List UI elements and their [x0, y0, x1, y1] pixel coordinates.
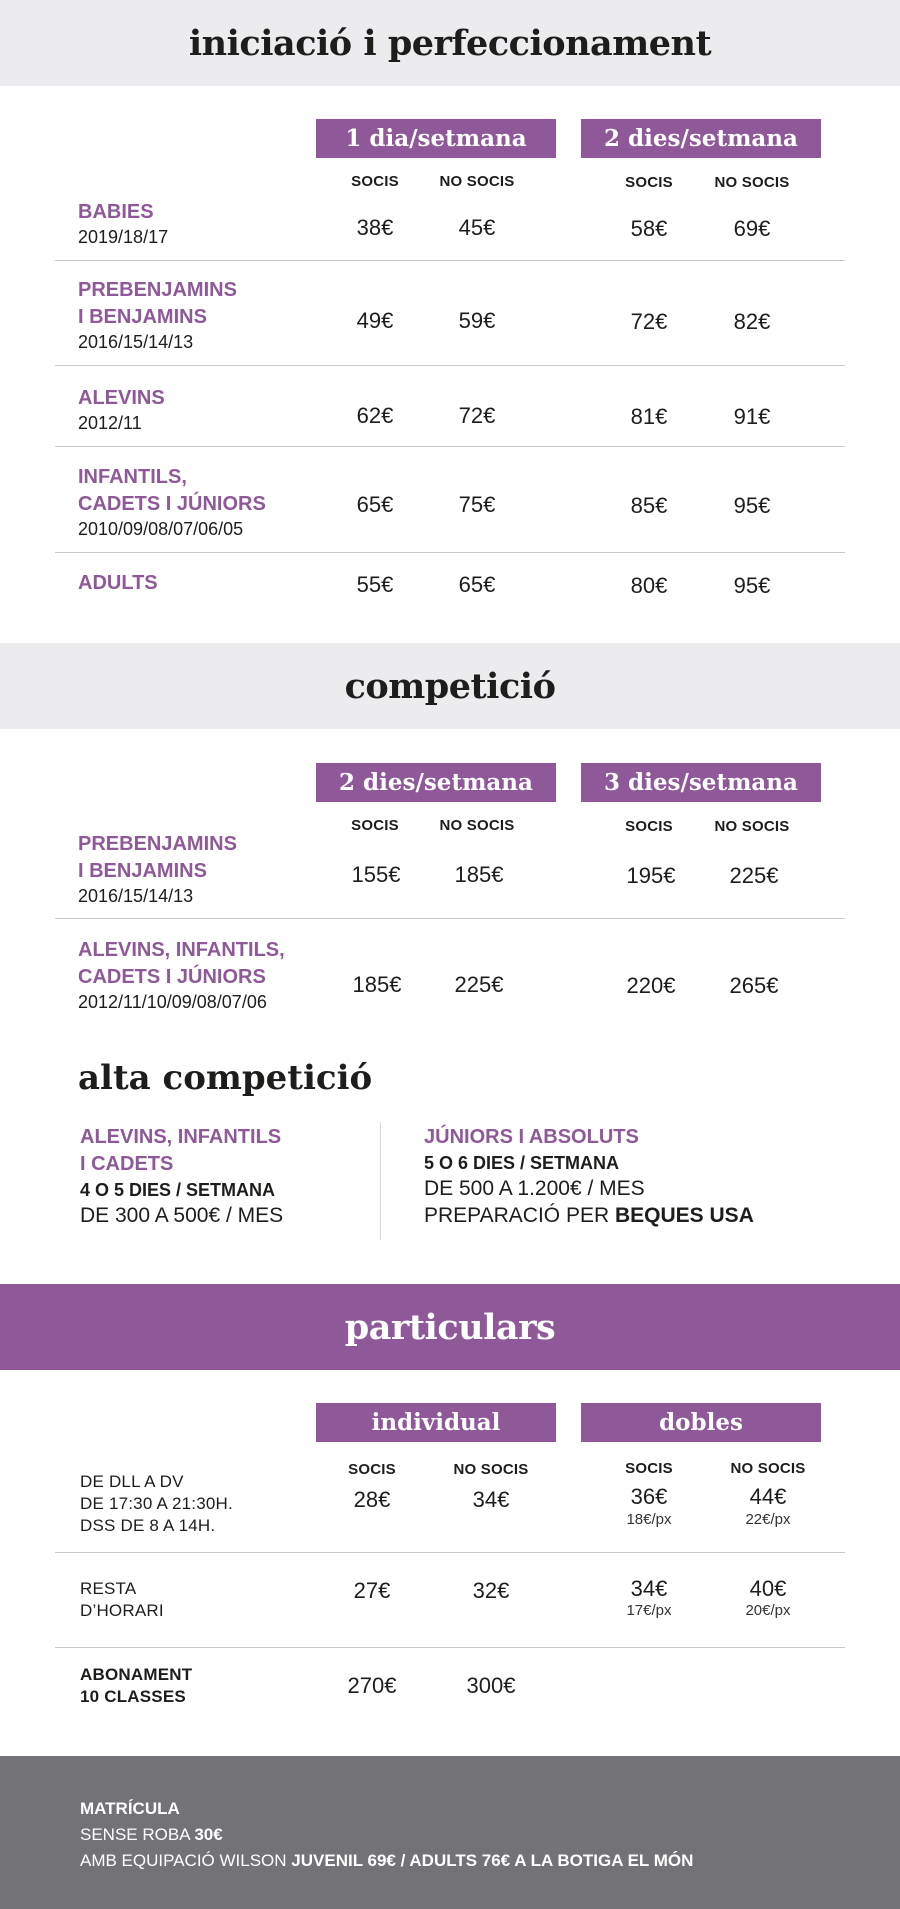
col-no-socis: NO SOCIS — [439, 817, 515, 834]
category-years: 2016/15/14/13 — [78, 332, 194, 352]
footer-line-2-prefix: SENSE ROBA — [80, 1825, 195, 1844]
footer-line-2-bold: 30€ — [194, 1825, 223, 1844]
row-divider — [55, 260, 845, 261]
particulars-row-resta — [80, 1578, 164, 1622]
schedule-line: DE DLL A DV — [80, 1472, 184, 1491]
section-title-competicio: competició — [344, 665, 556, 707]
alta-days: 5 O 6 DIES / SETMANA — [424, 1153, 620, 1173]
price-per-person: 18€/px — [626, 1511, 672, 1528]
category-years: 2010/09/08/07/06/05 — [78, 519, 244, 539]
section-band-particulars — [0, 1284, 900, 1370]
price-no-socis: 265€ — [729, 973, 779, 998]
schedule-line: DE 17:30 A 21:30H. — [80, 1494, 233, 1513]
category-name: ALEVINS, INFANTILS, — [78, 939, 285, 961]
price-no-socis: 59€ — [458, 308, 496, 333]
category-name-2: CADETS I JÚNIORS — [78, 493, 266, 515]
schedule-line: RESTA — [80, 1579, 137, 1598]
row-divider — [55, 365, 845, 366]
schedule-line: DSS DE 8 A 14H. — [80, 1516, 216, 1535]
section-band-iniciacio — [0, 0, 900, 86]
alta-category: ALEVINS, INFANTILS — [80, 1126, 282, 1148]
price-socis: 34€ — [630, 1576, 668, 1601]
column-header-2-days: 2 dies/setmana — [316, 763, 556, 802]
col-no-socis: NO SOCIS — [439, 173, 515, 190]
price-socis: 81€ — [630, 404, 668, 429]
category-name: ADULTS — [78, 572, 158, 594]
section-band-competicio — [0, 643, 900, 729]
price-socis: 49€ — [356, 308, 394, 333]
footer-matricula — [0, 1756, 900, 1909]
schedule-line: D’HORARI — [80, 1601, 164, 1620]
particulars-row-weekday — [80, 1471, 233, 1537]
price-no-socis: 300€ — [466, 1673, 516, 1698]
price-no-socis: 95€ — [733, 573, 771, 598]
price-socis: 270€ — [347, 1673, 397, 1698]
column-header-individual: individual — [316, 1403, 556, 1442]
category-name: INFANTILS, — [78, 466, 187, 488]
category-name-2: I BENJAMINS — [78, 860, 207, 882]
col-socis: SOCIS — [625, 818, 673, 835]
price-no-socis: 225€ — [729, 863, 779, 888]
footer-line-sense-roba — [80, 1822, 693, 1848]
category-alevins-competicio — [78, 937, 285, 1013]
category-name-2: CADETS I JÚNIORS — [78, 966, 266, 988]
price-no-socis: 185€ — [454, 862, 504, 887]
price-socis: 185€ — [352, 972, 402, 997]
col-socis: SOCIS — [625, 174, 673, 191]
price-no-socis: 75€ — [458, 492, 496, 517]
price-no-socis: 44€ — [749, 1484, 787, 1509]
section-title-alta-competicio: alta competició — [78, 1058, 373, 1098]
price-socis: 195€ — [626, 863, 676, 888]
alta-preparation-prefix: PREPARACIÓ PER — [424, 1204, 615, 1227]
col-no-socis: NO SOCIS — [453, 1461, 529, 1478]
price-per-person: 20€/px — [745, 1602, 791, 1619]
col-no-socis: NO SOCIS — [730, 1460, 806, 1477]
price-per-person: 17€/px — [626, 1602, 672, 1619]
price-no-socis: 45€ — [458, 215, 496, 240]
price-socis: 55€ — [356, 572, 394, 597]
section-title-particulars: particulars — [344, 1306, 556, 1348]
price-no-socis: 82€ — [733, 309, 771, 334]
row-divider — [55, 446, 845, 447]
price-socis: 62€ — [356, 403, 394, 428]
vertical-divider — [380, 1122, 381, 1240]
category-years: 2016/15/14/13 — [78, 886, 194, 906]
alta-price: DE 300 A 500€ / MES — [80, 1204, 284, 1227]
category-babies — [78, 199, 168, 248]
row-divider — [55, 918, 845, 919]
price-socis: 72€ — [630, 309, 668, 334]
column-header-2-days: 2 dies/setmana — [581, 119, 821, 158]
alta-price: DE 500 A 1.200€ / MES — [424, 1177, 645, 1200]
alta-preparation — [424, 1202, 754, 1229]
price-per-person: 22€/px — [745, 1511, 791, 1528]
price-socis: 65€ — [356, 492, 394, 517]
price-socis: 80€ — [630, 573, 668, 598]
category-years: 2012/11 — [78, 413, 142, 433]
price-no-socis: 65€ — [458, 572, 496, 597]
col-no-socis: NO SOCIS — [714, 174, 790, 191]
footer-line-3-prefix: AMB EQUIPACIÓ WILSON — [80, 1851, 292, 1870]
column-header-3-days: 3 dies/setmana — [581, 763, 821, 802]
category-infantils — [78, 464, 266, 540]
price-socis: 58€ — [630, 216, 668, 241]
category-name: BABIES — [78, 201, 154, 223]
alta-preparation-bold: BEQUES USA — [615, 1204, 754, 1227]
price-no-socis: 69€ — [733, 216, 771, 241]
category-years: 2019/18/17 — [78, 227, 169, 247]
col-socis: SOCIS — [351, 173, 399, 190]
footer-line-equipacio — [80, 1848, 693, 1874]
alta-category-2: I CADETS — [80, 1153, 174, 1175]
alta-left-block — [80, 1124, 283, 1229]
footer-title: MATRÍCULA — [80, 1799, 180, 1818]
category-prebenjamins-competicio — [78, 831, 237, 907]
category-adults — [78, 570, 158, 597]
column-header-1-day: 1 dia/setmana — [316, 119, 556, 158]
category-alevins — [78, 385, 165, 434]
price-no-socis: 40€ — [749, 1576, 787, 1601]
category-years: 2012/11/10/09/08/07/06 — [78, 992, 267, 1012]
abonament-line: ABONAMENT — [80, 1665, 193, 1684]
alta-days: 4 O 5 DIES / SETMANA — [80, 1180, 276, 1200]
alta-category: JÚNIORS I ABSOLUTS — [424, 1126, 639, 1148]
price-no-socis: 34€ — [472, 1487, 510, 1512]
price-socis: 28€ — [353, 1487, 391, 1512]
category-name: PREBENJAMINS — [78, 279, 237, 301]
row-divider — [55, 1647, 845, 1648]
col-socis: SOCIS — [625, 1460, 673, 1477]
price-socis: 220€ — [626, 973, 676, 998]
footer-lines — [80, 1796, 693, 1874]
price-socis: 36€ — [630, 1484, 668, 1509]
category-prebenjamins — [78, 277, 237, 353]
row-divider — [55, 1552, 845, 1553]
price-socis: 85€ — [630, 493, 668, 518]
price-no-socis: 91€ — [733, 404, 771, 429]
column-header-dobles: dobles — [581, 1403, 821, 1442]
col-socis: SOCIS — [351, 817, 399, 834]
particulars-row-abonament — [80, 1664, 192, 1708]
col-socis: SOCIS — [348, 1461, 396, 1478]
footer-line-3-bold: JUVENIL 69€ / ADULTS 76€ A LA BOTIGA EL MÓN — [291, 1851, 694, 1870]
price-no-socis: 32€ — [472, 1578, 510, 1603]
price-socis: 38€ — [356, 215, 394, 240]
price-no-socis: 72€ — [458, 403, 496, 428]
price-socis: 27€ — [353, 1578, 391, 1603]
category-name-2: I BENJAMINS — [78, 306, 207, 328]
section-title-iniciacio: iniciació i perfeccionament — [188, 22, 712, 64]
col-no-socis: NO SOCIS — [714, 818, 790, 835]
price-no-socis: 225€ — [454, 972, 504, 997]
category-name: PREBENJAMINS — [78, 833, 237, 855]
row-divider — [55, 552, 845, 553]
price-socis: 155€ — [351, 862, 401, 887]
price-no-socis: 95€ — [733, 493, 771, 518]
alta-right-block — [424, 1124, 754, 1229]
abonament-line: 10 CLASSES — [80, 1687, 186, 1706]
category-name: ALEVINS — [78, 387, 165, 409]
